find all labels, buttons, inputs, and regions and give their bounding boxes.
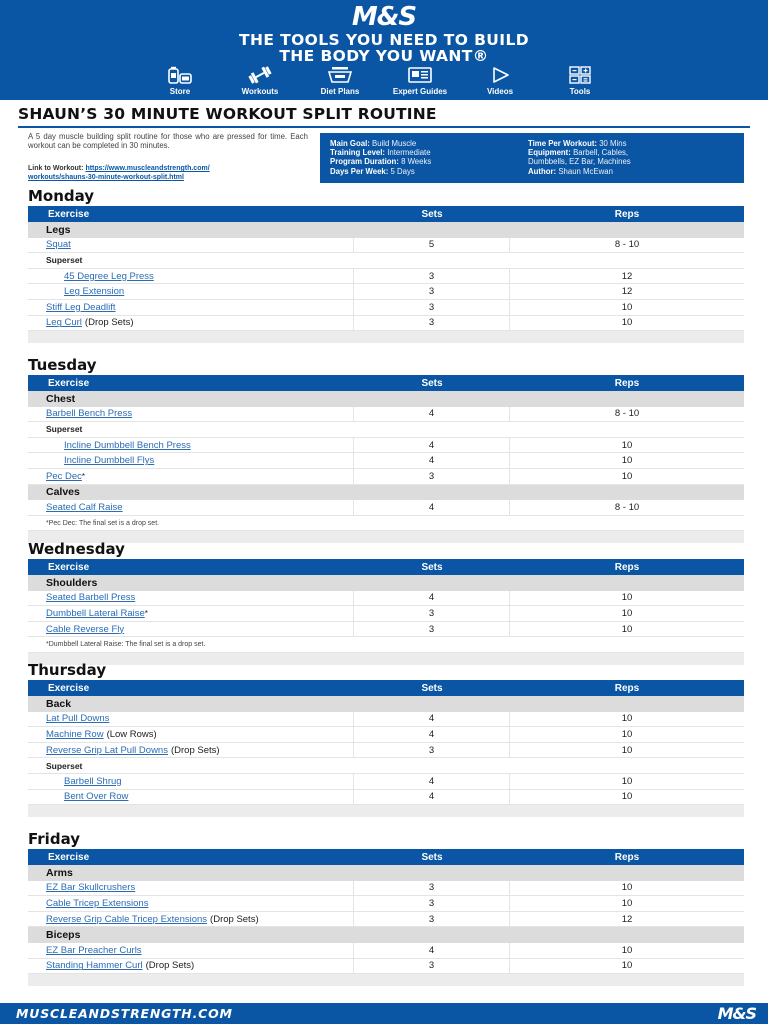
reps-cell: 8 - 10	[614, 408, 640, 420]
info-main-goal	[330, 139, 431, 148]
reps-cell: 10	[621, 317, 633, 329]
reps-cell: 10	[621, 744, 633, 756]
sets-cell: 4	[354, 500, 510, 515]
table-row	[28, 790, 744, 806]
table-footer-bar	[28, 805, 744, 817]
reps-cell: 12	[621, 286, 633, 298]
day-title: Tuesday	[28, 356, 97, 374]
info-author	[528, 167, 631, 176]
exercise-cell	[28, 284, 354, 299]
info-author-key: Author:	[528, 166, 557, 176]
exercise-link[interactable]: 45 Degree Leg Press	[64, 270, 154, 282]
info-equipment	[528, 148, 631, 157]
reps-cell: 10	[621, 623, 633, 635]
day-title: Thursday	[28, 661, 107, 679]
exercise-link[interactable]: Incline Dumbbell Flys	[64, 455, 155, 467]
calculator-icon	[565, 65, 595, 85]
table-row	[28, 881, 744, 897]
dumbbell-icon	[245, 65, 275, 85]
info-days-per-week	[330, 167, 431, 176]
exercise-cell	[28, 591, 354, 606]
reps-cell: 12	[621, 913, 633, 925]
tagline-line-1: THE TOOLS YOU NEED TO BUILD	[239, 31, 529, 49]
table-row	[28, 238, 744, 254]
table-row	[28, 300, 744, 316]
reps-cell: 10	[621, 960, 633, 972]
exercise-note: (Drop Sets)	[84, 317, 134, 329]
sets-cell: 3	[354, 269, 510, 284]
reps-cell: 10	[621, 882, 633, 894]
info-training-level	[330, 148, 431, 157]
exercise-link[interactable]: Leg Curl	[46, 317, 82, 329]
reps-cell: 8 - 10	[614, 239, 640, 251]
reps-cell: 10	[621, 301, 633, 313]
header-reps: Reps	[614, 208, 640, 220]
exercise-link[interactable]: Reverse Grip Lat Pull Downs	[46, 744, 168, 756]
program-info-col-left	[330, 139, 431, 176]
exercise-link[interactable]: Squat	[46, 239, 71, 251]
info-author-value: Shaun McEwan	[558, 166, 613, 176]
table-header	[28, 559, 744, 575]
info-days-per-week-value: 5 Days	[390, 166, 415, 176]
header-sets: Sets	[421, 682, 443, 694]
workout-link-label: Link to Workout:	[28, 165, 84, 172]
header-nav	[140, 65, 620, 97]
exercise-link[interactable]: Barbell Shrug	[64, 775, 122, 787]
exercise-link[interactable]: Stiff Leg Deadlift	[46, 301, 116, 313]
superset-label: Superset	[28, 758, 744, 774]
exercise-cell	[28, 896, 354, 911]
sets-cell: 3	[354, 912, 510, 927]
muscle-group-label: Chest	[28, 391, 744, 407]
sets-cell: 3	[354, 316, 510, 331]
sets-cell: 4	[354, 453, 510, 468]
header-banner	[0, 0, 768, 100]
table-footer-bar	[28, 331, 744, 343]
reps-cell: 10	[621, 607, 633, 619]
exercise-link[interactable]: EZ Bar Preacher Curls	[46, 944, 142, 956]
header-exercise: Exercise	[48, 682, 90, 694]
sets-cell: 3	[354, 881, 510, 896]
reps-cell: 10	[621, 592, 633, 604]
exercise-cell	[28, 943, 354, 958]
exercise-cell	[28, 316, 354, 331]
reps-cell: 12	[621, 270, 633, 282]
table-footnote: *Dumbbell Lateral Raise: The final set is a drop set.	[28, 637, 744, 653]
table-row	[28, 316, 744, 332]
workout-table	[28, 559, 744, 665]
info-training-level-key: Training Level:	[330, 148, 386, 158]
tagline	[0, 32, 768, 64]
table-row	[28, 712, 744, 728]
exercise-note: *	[81, 471, 86, 481]
exercise-link[interactable]: Leg Extension	[64, 286, 125, 298]
book-icon	[405, 65, 435, 85]
exercise-cell	[28, 790, 354, 805]
sets-cell: 3	[354, 622, 510, 637]
info-days-per-week-key: Days Per Week:	[330, 166, 389, 176]
info-time-per-workout-value: 30 Mins	[599, 139, 627, 148]
table-row	[28, 407, 744, 423]
intro-description: A 5 day muscle building split routine for those who are pressed for time. Each workout can be completed in 30 minutes.	[28, 132, 308, 150]
table-row	[28, 500, 744, 516]
header-exercise: Exercise	[48, 851, 90, 863]
exercise-cell	[28, 774, 354, 789]
sets-cell: 4	[354, 774, 510, 789]
nav-item-diet-plans[interactable]	[300, 65, 380, 97]
table-row	[28, 743, 744, 759]
header-reps: Reps	[614, 561, 640, 573]
info-main-goal-key: Main Goal:	[330, 139, 370, 148]
exercise-cell	[28, 712, 354, 727]
sets-cell: 3	[354, 284, 510, 299]
table-row	[28, 438, 744, 454]
program-info-col-right	[528, 139, 631, 176]
exercise-link[interactable]: Machine Row	[46, 728, 104, 740]
program-info-box	[320, 133, 744, 183]
brand-logo[interactable]	[334, 3, 434, 31]
workout-table	[28, 680, 744, 817]
exercise-note: (Drop Sets)	[170, 744, 220, 756]
table-row	[28, 453, 744, 469]
muscle-group-label: Biceps	[28, 927, 744, 943]
nav-item-store[interactable]	[140, 65, 220, 97]
header-exercise: Exercise	[48, 377, 90, 389]
table-header	[28, 849, 744, 865]
sets-cell: 4	[354, 438, 510, 453]
table-row	[28, 959, 744, 975]
reps-cell: 10	[621, 728, 633, 740]
reps-cell: 10	[621, 455, 633, 467]
table-row	[28, 727, 744, 743]
nav-item-expert-guides[interactable]	[380, 65, 460, 97]
exercise-note: (Low Rows)	[106, 728, 157, 740]
day-title: Monday	[28, 187, 95, 205]
sets-cell: 4	[354, 712, 510, 727]
muscle-group-label: Legs	[28, 222, 744, 238]
workout-link-url-line-2[interactable]: workouts/shauns-30-minute-workout-split.html	[28, 174, 184, 181]
sets-cell: 4	[354, 727, 510, 742]
reps-cell: 10	[621, 470, 633, 482]
exercise-link[interactable]: EZ Bar Skullcrushers	[46, 882, 136, 894]
nav-label-tools: Tools	[569, 87, 591, 96]
nav-label-store: Store	[169, 87, 191, 96]
table-row	[28, 774, 744, 790]
workout-table	[28, 206, 744, 343]
exercise-link[interactable]: Standing Hammer Curl	[46, 960, 143, 972]
reps-cell: 10	[621, 897, 633, 909]
superset-label: Superset	[28, 422, 744, 438]
table-row	[28, 284, 744, 300]
day-section-monday	[28, 187, 744, 343]
exercise-cell	[28, 469, 354, 484]
nav-item-tools[interactable]	[540, 65, 620, 97]
exercise-link[interactable]: Incline Dumbbell Bench Press	[64, 439, 191, 451]
workout-link-url-line-1[interactable]: https://www.muscleandstrength.com/	[85, 165, 210, 172]
info-program-duration	[330, 157, 431, 166]
info-time-per-workout	[528, 139, 631, 148]
exercise-cell	[28, 622, 354, 637]
header-sets: Sets	[421, 377, 443, 389]
table-row	[28, 591, 744, 607]
header-sets: Sets	[421, 561, 443, 573]
page-title: SHAUN’S 30 MINUTE WORKOUT SPLIT ROUTINE	[18, 105, 437, 123]
exercise-cell	[28, 959, 354, 974]
table-header	[28, 375, 744, 391]
exercise-cell	[28, 912, 354, 927]
reps-cell: 10	[621, 791, 633, 803]
exercise-cell	[28, 881, 354, 896]
info-equipment-value-line-1: Barbell, Cables,	[573, 148, 629, 158]
header-sets: Sets	[421, 208, 443, 220]
exercise-note: *	[144, 608, 148, 618]
muscle-group-label: Arms	[28, 865, 744, 881]
info-main-goal-value: Build Muscle	[372, 139, 417, 148]
title-divider	[18, 126, 750, 128]
exercise-cell	[28, 606, 354, 621]
reps-cell: 10	[621, 439, 633, 451]
sets-cell: 3	[354, 606, 510, 621]
nav-label-videos: Videos	[486, 87, 514, 96]
footer-banner	[0, 1003, 768, 1024]
exercise-cell	[28, 238, 354, 253]
workout-table	[28, 375, 744, 543]
reps-cell: 10	[621, 775, 633, 787]
reps-cell: 10	[621, 944, 633, 956]
sets-cell: 3	[354, 300, 510, 315]
sets-cell: 3	[354, 743, 510, 758]
store-icon	[165, 65, 195, 85]
nav-item-workouts[interactable]	[220, 65, 300, 97]
sets-cell: 3	[354, 959, 510, 974]
workout-link-block	[28, 164, 318, 182]
table-header	[28, 206, 744, 222]
footer-logo-icon: M&S	[717, 1004, 756, 1023]
exercise-cell	[28, 269, 354, 284]
exercise-note: (Drop Sets)	[145, 960, 195, 972]
nav-label-workouts: Workouts	[241, 87, 279, 96]
exercise-link[interactable]: Pec Dec	[46, 470, 82, 482]
table-footer-bar	[28, 974, 744, 986]
exercise-link[interactable]: Seated Barbell Press	[46, 592, 136, 604]
nav-label-expert-guides: Expert Guides	[392, 87, 448, 96]
table-footnote: *Pec Dec: The final set is a drop set.	[28, 516, 744, 532]
sets-cell: 4	[354, 943, 510, 958]
day-section-friday	[28, 830, 744, 986]
table-header	[28, 680, 744, 696]
exercise-cell	[28, 743, 354, 758]
info-equipment-cont	[528, 157, 631, 166]
muscle-group-label: Calves	[28, 485, 744, 501]
nav-label-diet-plans: Diet Plans	[320, 87, 360, 96]
table-row	[28, 606, 744, 622]
info-program-duration-key: Program Duration:	[330, 157, 399, 167]
exercise-cell	[28, 438, 354, 453]
superset-label: Superset	[28, 253, 744, 269]
table-row	[28, 896, 744, 912]
sets-cell: 4	[354, 790, 510, 805]
header-reps: Reps	[614, 851, 640, 863]
day-title: Wednesday	[28, 540, 125, 558]
exercise-cell	[28, 727, 354, 742]
info-training-level-value: Intermediate	[387, 148, 431, 158]
info-equipment-key: Equipment:	[528, 148, 571, 158]
muscle-group-label: Shoulders	[28, 575, 744, 591]
info-equipment-value-line-2: Dumbbells, EZ Bar, Machines	[528, 157, 631, 167]
exercise-link[interactable]: Barbell Bench Press	[46, 408, 133, 420]
exercise-cell	[28, 300, 354, 315]
reps-cell: 8 - 10	[614, 501, 640, 513]
exercise-link[interactable]: Reverse Grip Cable Tricep Extensions	[46, 913, 208, 925]
table-row	[28, 912, 744, 928]
logo-icon: M&S	[351, 2, 417, 32]
sets-cell: 3	[354, 896, 510, 911]
scale-icon	[325, 65, 355, 85]
sets-cell: 4	[354, 407, 510, 422]
nav-item-videos[interactable]	[460, 65, 540, 97]
header-reps: Reps	[614, 377, 640, 389]
exercise-link[interactable]: Bent Over Row	[64, 791, 129, 803]
exercise-link[interactable]: Seated Calf Raise	[46, 501, 123, 513]
exercise-note: (Drop Sets)	[210, 913, 259, 925]
exercise-cell	[28, 407, 354, 422]
exercise-cell	[28, 500, 354, 515]
exercise-link[interactable]: Dumbbell Lateral Raise	[46, 607, 145, 619]
info-time-per-workout-key: Time Per Workout:	[528, 139, 598, 148]
header-exercise: Exercise	[48, 561, 90, 573]
header-reps: Reps	[614, 682, 640, 694]
sets-cell: 5	[354, 238, 510, 253]
exercise-link[interactable]: Cable Tricep Extensions	[46, 897, 149, 909]
day-section-tuesday	[28, 356, 744, 543]
table-row	[28, 622, 744, 638]
sets-cell: 4	[354, 591, 510, 606]
info-program-duration-value: 8 Weeks	[401, 157, 432, 167]
reps-cell: 10	[621, 713, 633, 725]
tagline-line-2: THE BODY YOU WANT®	[279, 47, 489, 65]
header-sets: Sets	[421, 851, 443, 863]
muscle-group-label: Back	[28, 696, 744, 712]
exercise-link[interactable]: Cable Reverse Fly	[46, 623, 125, 635]
day-section-wednesday	[28, 540, 744, 665]
workout-table	[28, 849, 744, 986]
header-exercise: Exercise	[48, 208, 90, 220]
exercise-link[interactable]: Lat Pull Downs	[46, 713, 110, 725]
table-row	[28, 943, 744, 959]
table-row	[28, 269, 744, 285]
exercise-cell	[28, 453, 354, 468]
day-section-thursday	[28, 661, 744, 817]
day-title: Friday	[28, 830, 81, 848]
sets-cell: 3	[354, 469, 510, 484]
table-row	[28, 469, 744, 485]
footer-site-link[interactable]: MUSCLEANDSTRENGTH.COM	[16, 1006, 233, 1021]
play-icon	[485, 65, 515, 85]
